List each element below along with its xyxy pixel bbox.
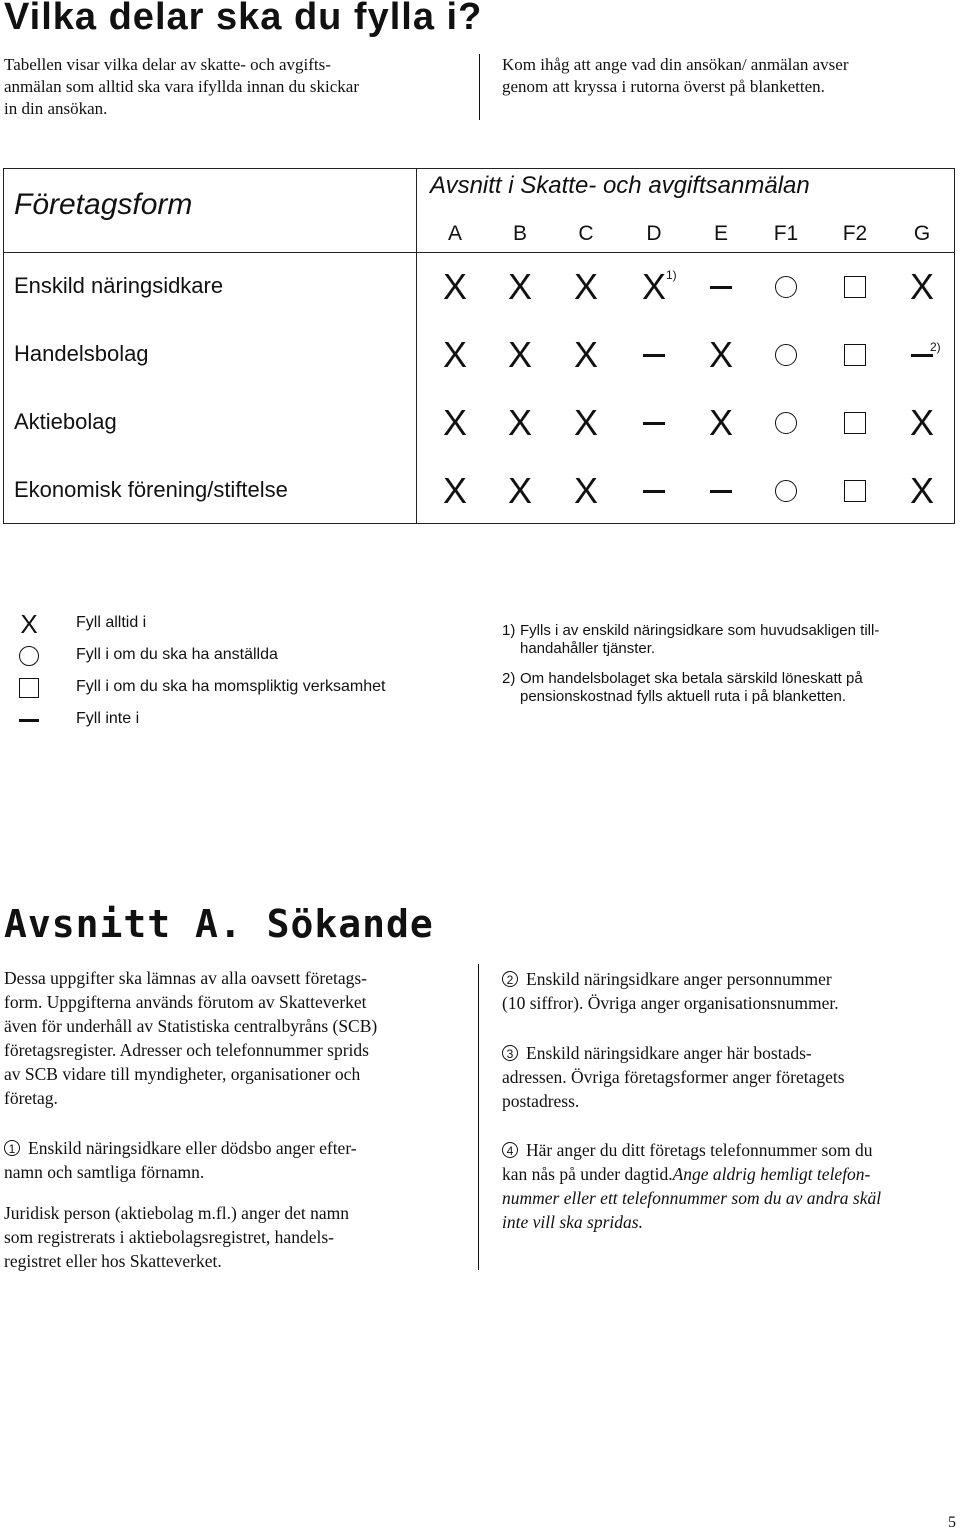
table-vertical-divider — [416, 168, 417, 524]
table-cell-f1 — [756, 471, 816, 511]
table-cell-b — [490, 335, 550, 375]
table-cell-b — [490, 267, 550, 307]
table-cell-g — [892, 471, 952, 511]
item-4 — [502, 1138, 956, 1234]
table-cell-e — [691, 403, 751, 443]
item-2 — [502, 967, 956, 1015]
table-header-divider — [3, 252, 955, 253]
x-mark-icon: X — [507, 266, 532, 307]
table-cell-f2 — [825, 335, 885, 375]
legend-text: Fyll i om du ska ha anställda — [76, 646, 278, 663]
section-a-intro: Dessa uppgifter ska lämnas av alla oavsett företags- form. Uppgifterna används förutom av Skatteverket även för underhåll av Statistiska centralbyråns (SCB) företagsregister. Adresser och telefonnummer sprids av SCB vidare till myndigheter, organisationer och företag. — [4, 968, 378, 1108]
dash-icon — [643, 422, 665, 425]
table-cell-a — [425, 403, 485, 443]
table-cell-e — [691, 267, 751, 307]
square-icon — [19, 678, 39, 698]
row-label: Ekonomisk förening/stiftelse — [14, 477, 288, 502]
item-3 — [502, 1041, 956, 1113]
note-1-number: 1) — [502, 622, 516, 639]
note-2 — [502, 670, 932, 706]
x-mark-icon: X — [573, 334, 598, 375]
legend-symbol — [16, 707, 42, 733]
column-letter-d: D — [646, 222, 662, 245]
table-cell-f2 — [825, 267, 885, 307]
table-cell-d — [624, 335, 684, 375]
x-mark-icon: X — [442, 402, 467, 443]
row-label: Aktiebolag — [14, 409, 117, 434]
dash-icon — [710, 286, 732, 289]
x-mark-icon: X — [909, 470, 934, 511]
legend-text: Fyll i om du ska ha momspliktig verksamhet — [76, 678, 386, 695]
table-cell-f2 — [825, 471, 885, 511]
item-4-text: Här anger du ditt företags telefonnummer som du kan nås på under dagtid. — [502, 1140, 873, 1184]
x-mark-icon: X — [442, 470, 467, 511]
x-mark-icon: X — [909, 402, 934, 443]
item-1-number-icon: 1 — [4, 1140, 20, 1156]
circle-icon — [775, 412, 797, 434]
circle-icon — [775, 480, 797, 502]
table-cell-a — [425, 267, 485, 307]
intro-divider — [479, 54, 480, 120]
table-cell-c — [556, 403, 616, 443]
item-1-text: Enskild näringsidkare eller dödsbo anger efter- namn och samtliga förnamn. — [4, 1138, 357, 1182]
page-title: Vilka delar ska du fylla i? — [4, 0, 483, 38]
intro-right-text: Kom ihåg att ange vad din ansökan/ anmälan avser genom att kryssa i rutorna överst på blanketten. — [502, 55, 849, 96]
x-mark-icon: X — [442, 334, 467, 375]
square-icon — [844, 412, 866, 434]
note-2-number: 2) — [502, 670, 516, 687]
item-3-text: Enskild näringsidkare anger här bostads- adressen. Övriga företagsformer anger företagets postadress. — [502, 1043, 845, 1111]
x-mark-icon: X — [507, 470, 532, 511]
note-2-line2: pensionskostnad fylls aktuell ruta i på blanketten. — [520, 688, 847, 705]
legend-symbol — [16, 675, 42, 701]
legend-symbol — [16, 611, 42, 637]
table-cell-b — [490, 403, 550, 443]
section-a-heading: Avsnitt A. Sökande — [4, 902, 434, 946]
x-mark-icon: X — [507, 334, 532, 375]
column-letter-c: C — [578, 222, 594, 245]
column-letter-a: A — [447, 222, 462, 245]
section-header: Avsnitt i Skatte- och avgiftsanmälan — [430, 172, 810, 199]
section-a-column-divider — [478, 964, 479, 1270]
note-1-line2: handahåller tjänster. — [520, 640, 656, 657]
note-1 — [502, 622, 932, 658]
square-icon — [844, 276, 866, 298]
x-mark-icon: X — [909, 266, 934, 307]
item-4-number-icon: 4 — [502, 1142, 518, 1158]
legend-text: Fyll inte i — [76, 710, 140, 727]
table-cell-c — [556, 335, 616, 375]
x-mark-icon: X — [442, 266, 467, 307]
item-2-text: Enskild näringsidkare anger personnummer (10 siffror). Övriga anger organisationsnummer. — [502, 969, 839, 1013]
footnote-mark-2: 2) — [930, 340, 941, 354]
row-label: Handelsbolag — [14, 341, 149, 366]
table-cell-c — [556, 471, 616, 511]
table-cell-g — [892, 403, 952, 443]
item-4-warning-text: Ange aldrig hemligt telefon- nummer eller ett telefonnummer som du av andra skäl inte vill ska spridas. — [502, 1164, 882, 1232]
circle-icon — [775, 276, 797, 298]
square-icon — [844, 344, 866, 366]
circle-icon — [19, 646, 39, 666]
x-mark-icon: X — [708, 402, 733, 443]
dash-icon — [19, 719, 39, 722]
dash-icon — [643, 354, 665, 357]
table-cell-g — [892, 267, 952, 307]
row-label: Enskild näringsidkare — [14, 273, 224, 298]
column-letter-g: G — [913, 222, 931, 245]
x-mark-icon: X — [507, 402, 532, 443]
dash-icon — [710, 490, 732, 493]
item-3-number-icon: 3 — [502, 1045, 518, 1061]
table-cell-d — [624, 471, 684, 511]
x-mark-icon: X — [708, 334, 733, 375]
note-1-line1: Fylls i av enskild näringsidkare som huvudsakligen till- — [520, 622, 880, 639]
dash-icon — [643, 490, 665, 493]
legend-text: Fyll alltid i — [76, 614, 147, 631]
x-mark-icon: X — [20, 609, 38, 639]
x-mark-icon: X — [573, 266, 598, 307]
legend-symbol — [16, 643, 42, 669]
table-cell-d — [624, 403, 684, 443]
page-number: 5 — [948, 1514, 956, 1531]
table-cell-c — [556, 267, 616, 307]
column-letter-b: B — [512, 222, 527, 245]
table-cell-f1 — [756, 267, 816, 307]
table-cell-e — [691, 471, 751, 511]
table-cell-g — [892, 335, 952, 375]
juridisk-person-text: Juridisk person (aktiebolag m.fl.) anger det namn som registrerats i aktiebolagsregistret, handels- registret eller hos Skatteverket. — [4, 1203, 350, 1271]
square-icon — [844, 480, 866, 502]
table-cell-b — [490, 471, 550, 511]
table-cell-f2 — [825, 403, 885, 443]
item-1 — [4, 1136, 474, 1184]
table-cell-e — [691, 335, 751, 375]
table-cell-a — [425, 471, 485, 511]
note-2-line1: Om handelsbolaget ska betala särskild löneskatt på — [520, 670, 863, 687]
x-mark-icon: X — [641, 266, 666, 307]
column-letter-f2: F2 — [842, 222, 868, 245]
column-letter-f1: F1 — [773, 222, 799, 245]
company-form-header: Företagsform — [14, 188, 193, 221]
table-cell-f1 — [756, 335, 816, 375]
x-mark-icon: X — [573, 402, 598, 443]
circle-icon — [775, 344, 797, 366]
column-letter-e: E — [713, 222, 728, 245]
x-mark-icon: X — [573, 470, 598, 511]
intro-left-text: Tabellen visar vilka delar av skatte- och avgifts- anmälan som alltid ska vara ifyllda innan du skickar in din ansökan. — [4, 55, 360, 118]
table-cell-a — [425, 335, 485, 375]
item-2-number-icon: 2 — [502, 971, 518, 987]
table-cell-f1 — [756, 403, 816, 443]
footnote-mark-1: 1) — [666, 268, 677, 282]
